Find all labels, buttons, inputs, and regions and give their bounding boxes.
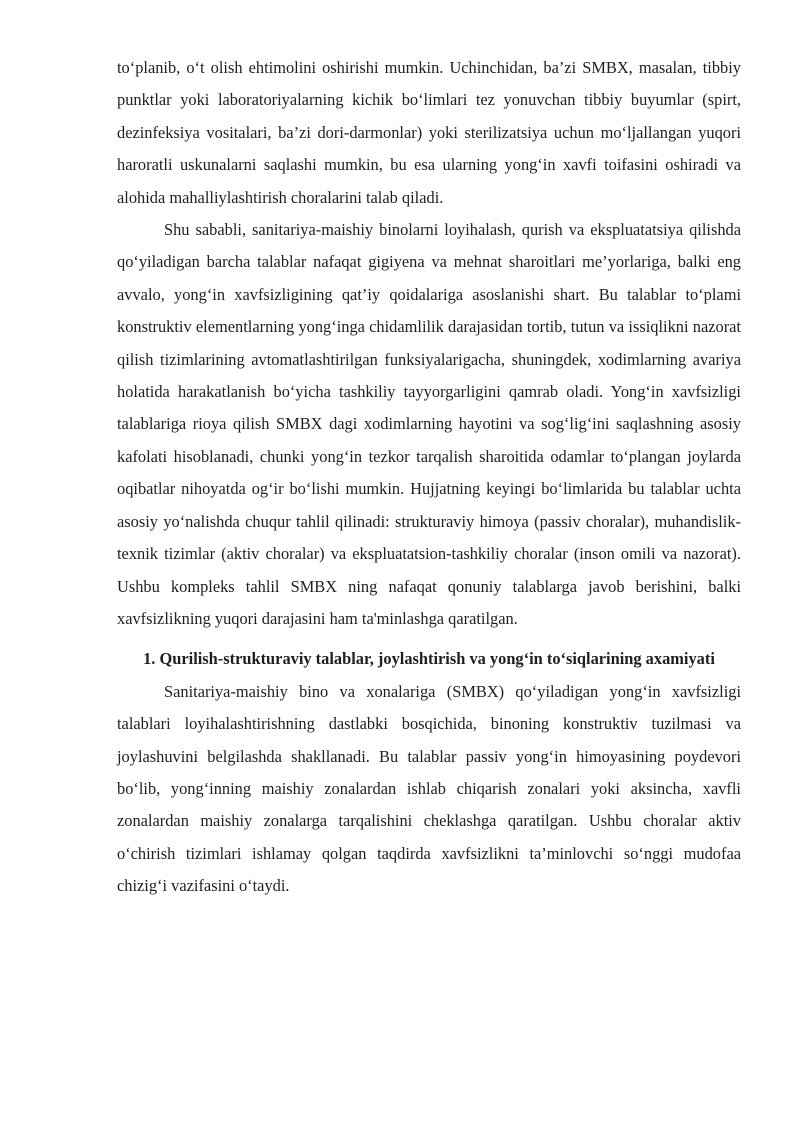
- paragraph-requirements: Shu sababli, sanitariya-maishiy binolarni loyihalash, qurish va ekspluatatsiya qilishda qo‘yiladigan barcha talablar nafaqat gigiyena va mehnat sharoitlari me’yorlariga, balki eng avvalo, yong‘in xavfsizligining qat’iy qoidalariga asoslanishi shart. Bu talablar to‘plami konstruktiv elementlarning yong‘inga chidamlilik darajasidan tortib, tutun va issiqlikni nazorat qilish tizimlarining avtomatlashtirilgan funksiyalarigacha, shuningdek, xodimlarning avariya holatida harakatlanish bo‘yicha tashkiliy tayyorgarligini qamrab oladi. Yong‘in xavfsizligi talablariga rioya qilish SMBX dagi xodimlarning hayotini va sog‘lig‘ini saqlashning asosiy kafolati hisoblanadi, chunki yong‘in tezkor tarqalish sharoitida odamlar to‘plangan joylarda oqibatlar nihoyatda og‘ir bo‘lishi mumkin. Hujjatning keyingi bo‘limlarida bu talablar uchta asosiy yo‘nalishda chuqur tahlil qilinadi: strukturaviy himoya (passiv choralar), muhandislik-texnik tizimlar (aktiv choralar) va ekspluatatsion-tashkiliy choralar (inson omili va nazorat). Ushbu kompleks tahlil SMBX ning nafaqat qonuniy talablarga javob berishini, balki xavfsizlikning yuqori darajasini ham ta'minlashga qaratilgan.: [117, 220, 741, 628]
- paragraph-continuation: to‘planib, o‘t olish ehtimolini oshirishi mumkin. Uchinchidan, ba’zi SMBX, masalan, tibbiy punktlar yoki laboratoriyalarning kichik bo‘limlari tez yonuvchan tibbiy buyumlar (spirt, dezinfeksiya vositalari, ba’zi dori-darmonlar) yoki sterilizatsiya uchun mo‘ljallangan yuqori haroratli uskunalarni saqlashi mumkin, bu esa ularning yong‘in xavfi toifasini oshiradi va alohida mahalliylashtirish choralarini talab qiladi.: [117, 58, 741, 207]
- section-heading: 1. Qurilish-strukturaviy talablar, joylashtirish va yong‘in to‘siqlarining axamiyati: [143, 649, 715, 669]
- document-page: [117, 52, 741, 903]
- paragraph-section-intro: Sanitariya-maishiy bino va xonalariga (SMBX) qo‘yiladigan yong‘in xavfsizligi talablari loyihalashtirishning dastlabki bosqichida, binoning konstruktiv tuzilmasi va joylashuvini belgilashda shakllanadi. Bu talablar passiv yong‘in himoyasining poydevori bo‘lib, yong‘inning maishiy zonalardan ishlab chiqarish zonalari yoki aksincha, xavfli zonalardan maishiy zonalarga tarqalishini cheklashga qaratilgan. Ushbu choralar aktiv o‘chirish tizimlari ishlamay qolgan taqdirda xavfsizlikni ta’minlovchi so‘nggi mudofaa chizig‘i vazifasini o‘taydi.: [117, 681, 741, 896]
